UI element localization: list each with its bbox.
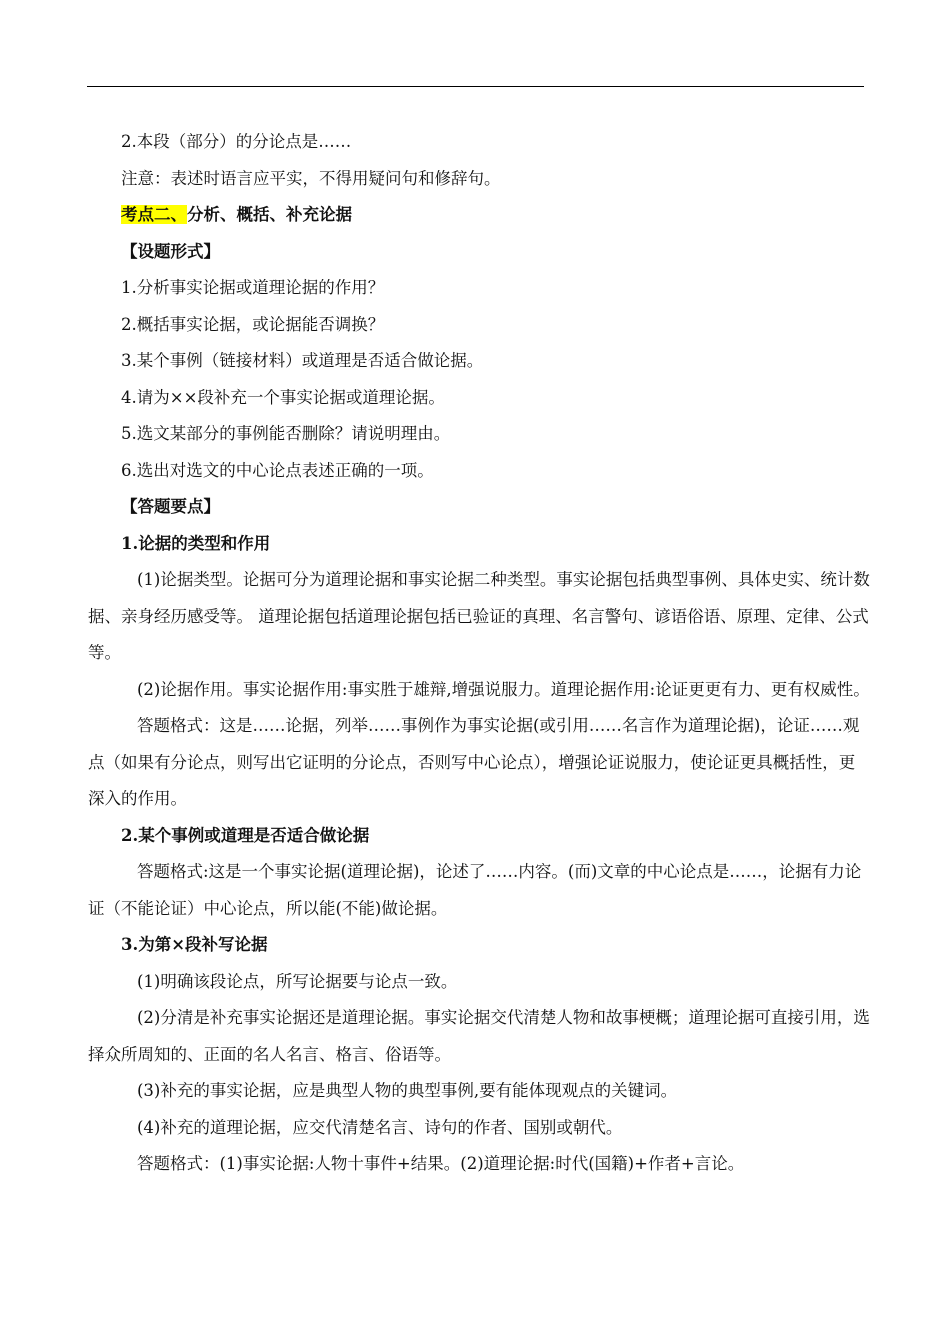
section-heading-text: 分析、概括、补充论据 — [187, 205, 352, 224]
subheading-suitability: 2.某个事例或道理是否适合做论据 — [121, 825, 370, 845]
header-rule — [87, 86, 864, 87]
paragraph-argument-types — [88, 562, 870, 672]
line-sub-argument: 2.本段（部分）的分论点是…… — [121, 132, 352, 151]
highlighted-label: 考点二、 — [121, 205, 187, 224]
question-item-2: 2.概括事实论据，或论据能否调换？ — [121, 314, 385, 334]
paragraph-supplement-2: (2)分清是补充事实论据还是道理论据。事实论据交代清楚人物和故事梗概；道理论据可直接引用，选择众所周知的、正面的名人名言、格言、俗语等。 — [88, 1008, 870, 1064]
section-heading-kd2 — [88, 197, 870, 234]
paragraph-answer-format-1: 答题格式：这是……论据，列举……事例作为事实论据(或引用……名言作为道理论据)，论证……观点（如果有分论点，则写出它证明的分论点，否则写中心论点），增强论证说服力，使论证更具概括性，更深入的作用。 — [88, 716, 860, 808]
question-item-6: 6.选出对选文的中心论点表述正确的一项。 — [121, 460, 434, 480]
subheading-supplement: 3.为第×段补写论据 — [121, 935, 268, 954]
paragraph-supplement-3: (3)补充的事实论据，应是典型人物的典型事例,要有能体现观点的关键词。 — [137, 1081, 678, 1100]
question-item-1: 1.分析事实论据或道理论据的作用？ — [121, 278, 385, 297]
document-body — [88, 124, 870, 1183]
line-note: 注意：表述时语言应平实，不得用疑问句和修辞句。 — [121, 168, 501, 188]
paragraph-answer-format-2: 答题格式:这是一个事实论据(道理论据)，论述了……内容。(而)文章的中心论点是……，论据有力论证（不能论证）中心论点，所以能(不能)做论据。 — [88, 862, 862, 918]
paragraph-argument-types-text: (1)论据类型。论据可分为道理论据和事实论据二种类型。事实论据包括典型事例、具体史实、统计数据、亲身经历感受等。 道理论据包括道理论据包括已验证的真理、名言警句、谚语俗语、原理、定律、公式等。 — [88, 570, 870, 662]
paragraph-argument-function: (2)论据作用。事实论据作用:事实胜于雄辩,增强说服力。道理论据作用:论证更更有力、更有权威性。 — [137, 679, 870, 699]
heading-answer-points: 【答题要点】 — [121, 497, 220, 516]
question-item-5: 5.选文某部分的事例能否删除？请说明理由。 — [121, 424, 451, 443]
subheading-argument-types: 1.论据的类型和作用 — [121, 533, 271, 553]
question-item-3: 3.某个事例（链接材料）或道理是否适合做论据。 — [121, 351, 484, 370]
paragraph-supplement-4: (4)补充的道理论据，应交代清楚名言、诗句的作者、国别或朝代。 — [137, 1117, 623, 1137]
paragraph-answer-format-3: 答题格式：(1)事实论据:人物十事件+结果。(2)道理论据:时代(国籍)+作者+言论。 — [137, 1154, 745, 1173]
heading-question-forms: 【设题形式】 — [121, 241, 220, 261]
question-item-4: 4.请为××段补充一个事实论据或道理论据。 — [121, 387, 445, 407]
paragraph-supplement-1: (1)明确该段论点，所写论据要与论点一致。 — [137, 971, 458, 991]
